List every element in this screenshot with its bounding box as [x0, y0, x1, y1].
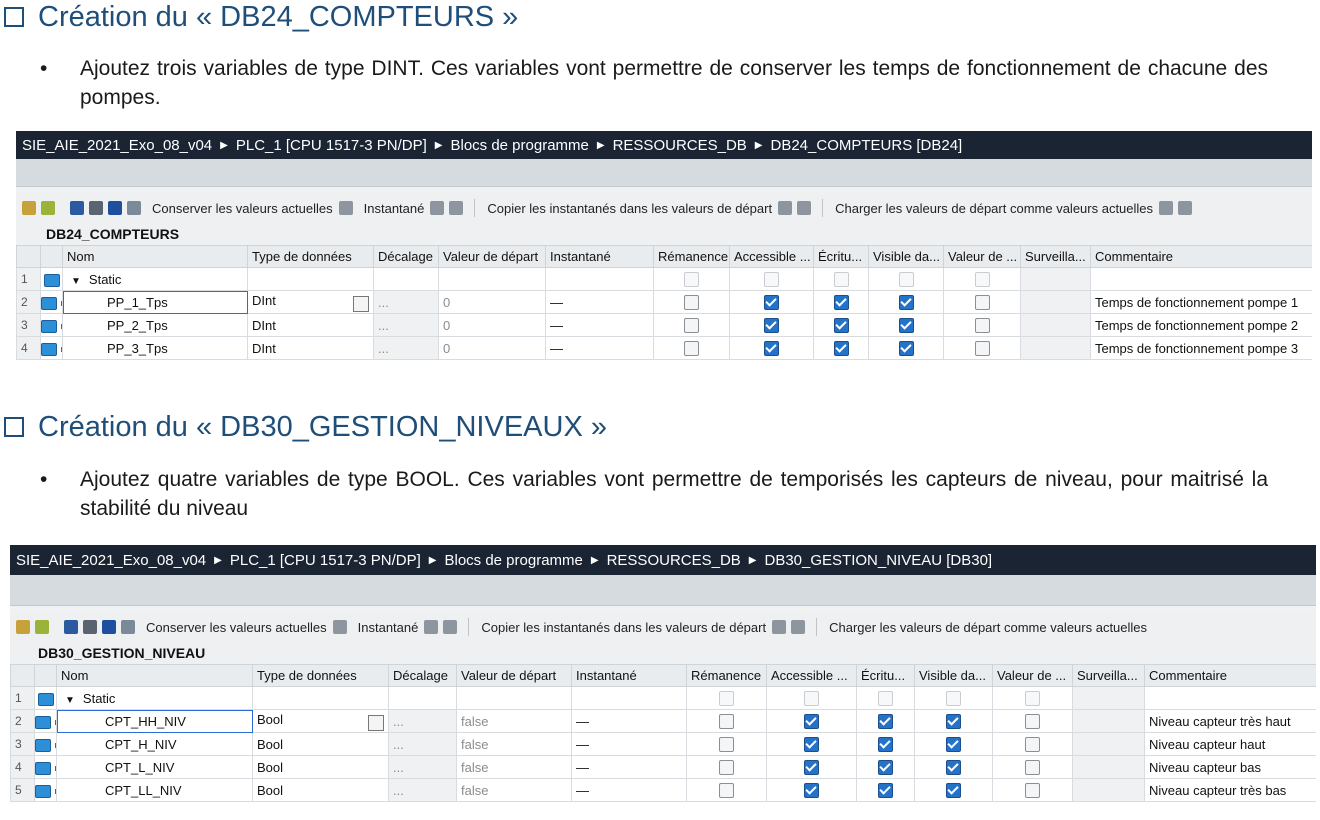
table-row-static[interactable]	[11, 687, 1317, 710]
variable-icon	[41, 314, 63, 337]
column-header[interactable]: Commentaire	[1091, 246, 1313, 268]
start-value-cell[interactable]: false	[457, 779, 572, 802]
accessible-checkbox[interactable]	[804, 714, 819, 729]
snapshot-button[interactable]: Instantané	[357, 619, 419, 635]
name-cell[interactable]: CPT_HH_NIV	[57, 710, 253, 733]
offset-cell: ...	[374, 337, 439, 360]
copy-snapshots-button[interactable]: Copier les instantanés dans les valeurs de départ	[481, 619, 767, 635]
breadcrumb-item[interactable]: Blocs de programme	[444, 551, 583, 569]
comment-cell[interactable]: Temps de fonctionnement pompe 2	[1091, 314, 1313, 337]
comment-cell[interactable]: Temps de fonctionnement pompe 3	[1091, 337, 1313, 360]
column-header[interactable]: Visible da...	[869, 246, 944, 268]
type-cell[interactable]: Bool	[253, 756, 389, 779]
variable-icon	[35, 756, 57, 779]
column-header[interactable]: Surveilla...	[1073, 665, 1145, 687]
snapshot-cell: —	[572, 733, 687, 756]
row-number: 2	[17, 291, 41, 314]
accessible-checkbox[interactable]	[764, 341, 779, 356]
type-cell[interactable]: Bool	[253, 733, 389, 756]
visible-checkbox[interactable]	[946, 737, 961, 752]
arrow-right-icon: ▶	[434, 139, 443, 151]
writable-checkbox[interactable]	[834, 295, 849, 310]
breadcrumb-item[interactable]: RESSOURCES_DB	[612, 136, 747, 154]
add-row-icon[interactable]	[35, 620, 49, 634]
type-cell[interactable]: Bool	[253, 710, 389, 733]
checkbox-square-icon	[4, 417, 24, 437]
row-number: 3	[17, 314, 41, 337]
row-number: 4	[11, 756, 35, 779]
header-rownum	[11, 665, 35, 687]
table-row[interactable]	[17, 337, 1313, 360]
breadcrumb	[10, 545, 1316, 575]
copy-start-all-icon[interactable]	[791, 620, 805, 634]
breadcrumb-item[interactable]: Blocs de programme	[450, 136, 589, 154]
setpoint-checkbox[interactable]	[975, 341, 990, 356]
bullet-text: Ajoutez trois variables de type DINT. Ces variables vont permettre de conserver les temps de fonctionnement de chacune des pompes.	[80, 57, 1268, 109]
supervision-cell	[1073, 733, 1145, 756]
table-header	[17, 246, 1313, 268]
supervision-cell	[1073, 779, 1145, 802]
column-header[interactable]: Accessible ...	[730, 246, 814, 268]
offset-cell: ...	[389, 756, 457, 779]
section-title-db24	[4, 0, 518, 34]
copy-start-icon[interactable]	[778, 201, 792, 215]
visible-checkbox[interactable]	[946, 783, 961, 798]
variable-icon	[41, 268, 63, 291]
supervision-cell	[1021, 291, 1091, 314]
visible-checkbox[interactable]	[899, 341, 914, 356]
setpoint-checkbox[interactable]	[1025, 714, 1040, 729]
header-icon	[41, 246, 63, 268]
header-icon	[35, 665, 57, 687]
visible-checkbox[interactable]	[899, 295, 914, 310]
row-number: 2	[11, 710, 35, 733]
snapshot-cell: —	[572, 756, 687, 779]
type-cell[interactable]: DInt	[248, 314, 374, 337]
keep-values-button[interactable]: Conserver les valeurs actuelles	[146, 619, 327, 635]
keep-values-button[interactable]: Conserver les valeurs actuelles	[152, 200, 333, 216]
writable-checkbox	[834, 272, 849, 287]
bullet-text: Ajoutez quatre variables de type BOOL. Ces variables vont permettre de temporisés les capteurs de niveau, pour maitrisé la stabilité du niveau	[80, 468, 1268, 520]
column-header[interactable]: Valeur de départ	[439, 246, 546, 268]
retain-checkbox[interactable]	[719, 714, 734, 729]
column-header[interactable]: Nom	[57, 665, 253, 687]
name-cell[interactable]: CPT_H_NIV	[57, 733, 253, 756]
retain-checkbox[interactable]	[719, 737, 734, 752]
start-value-cell[interactable]: false	[457, 710, 572, 733]
setpoint-checkbox	[975, 272, 990, 287]
db-toolbar	[16, 193, 1312, 223]
offset-cell: ...	[389, 779, 457, 802]
table-header	[11, 665, 1317, 687]
supervision-cell	[1021, 314, 1091, 337]
checkbox-square-icon	[4, 7, 24, 27]
column-header[interactable]: Nom	[63, 246, 248, 268]
row-number: 5	[11, 779, 35, 802]
writable-checkbox[interactable]	[834, 318, 849, 333]
db-name: DB24_COMPTEURS	[16, 223, 1312, 245]
column-header[interactable]: Commentaire	[1145, 665, 1317, 687]
arrow-right-icon: ▶	[754, 139, 763, 151]
variable-icon	[35, 779, 57, 802]
breadcrumb-item[interactable]: PLC_1 [CPU 1517-3 PN/DP]	[235, 136, 427, 154]
row-number: 3	[11, 733, 35, 756]
snapshot-cell: —	[572, 779, 687, 802]
db-name: DB30_GESTION_NIVEAU	[10, 642, 1316, 664]
arrow-right-icon: ▶	[428, 554, 437, 566]
row-number: 1	[11, 687, 35, 710]
db-toolbar	[10, 612, 1316, 642]
supervision-cell	[1073, 710, 1145, 733]
writable-checkbox[interactable]	[878, 737, 893, 752]
variable-table	[16, 245, 1312, 360]
column-header[interactable]: Instantané	[572, 665, 687, 687]
breadcrumb-item[interactable]: SIE_AIE_2021_Exo_08_v04	[22, 136, 213, 154]
offset-cell: ...	[374, 291, 439, 314]
snapshot-cell: —	[572, 710, 687, 733]
name-cell[interactable]: ▼ Static	[57, 687, 253, 710]
accessible-checkbox[interactable]	[764, 295, 779, 310]
bullet-dot: •	[40, 57, 48, 80]
breadcrumb-item[interactable]: RESSOURCES_DB	[606, 551, 741, 569]
type-cell[interactable]: Bool	[253, 779, 389, 802]
name-cell[interactable]: PP_3_Tps	[63, 337, 248, 360]
copy-start-icon[interactable]	[772, 620, 786, 634]
offset-cell: ...	[389, 710, 457, 733]
column-header[interactable]: Visible da...	[915, 665, 993, 687]
row-number: 1	[17, 268, 41, 291]
column-header[interactable]: Valeur de départ	[457, 665, 572, 687]
add-row-icon[interactable]	[41, 201, 55, 215]
variable-icon	[35, 687, 57, 710]
load-all-icon[interactable]	[1178, 201, 1192, 215]
expand-icon[interactable]	[70, 201, 84, 215]
copy-icon[interactable]	[430, 201, 444, 215]
copy-start-all-icon[interactable]	[797, 201, 811, 215]
variable-icon	[41, 291, 63, 314]
offset-cell: ...	[389, 733, 457, 756]
name-cell[interactable]: ▼ Static	[63, 268, 248, 291]
arrow-right-icon: ▶	[590, 554, 599, 566]
variable-icon	[35, 710, 57, 733]
type-cell[interactable]: DInt	[248, 291, 374, 314]
accessible-checkbox[interactable]	[804, 783, 819, 798]
type-cell[interactable]: DInt	[248, 337, 374, 360]
column-header[interactable]: Type de données	[253, 665, 389, 687]
db24-editor	[16, 131, 1312, 364]
breadcrumb-item[interactable]: DB30_GESTION_NIVEAU [DB30]	[764, 551, 993, 569]
column-header[interactable]: Rémanence	[687, 665, 767, 687]
list-icon[interactable]	[108, 201, 122, 215]
column-header[interactable]: Écritu...	[814, 246, 869, 268]
table-row-static[interactable]	[17, 268, 1313, 291]
insert-row-icon[interactable]	[16, 620, 30, 634]
bullet-db24	[40, 54, 1268, 112]
copy-snapshots-button[interactable]: Copier les instantanés dans les valeurs de départ	[487, 200, 773, 216]
toolbar-separator	[474, 199, 475, 217]
insert-row-icon[interactable]	[22, 201, 36, 215]
setpoint-checkbox[interactable]	[975, 295, 990, 310]
start-value-cell[interactable]: false	[457, 756, 572, 779]
comment-cell[interactable]: Niveau capteur très bas	[1145, 779, 1317, 802]
bullet-db30	[40, 465, 1268, 523]
writable-checkbox[interactable]	[878, 760, 893, 775]
section-title-text: Création du « DB30_GESTION_NIVEAUX »	[38, 410, 607, 443]
expand-icon[interactable]	[64, 620, 78, 634]
toolbar-blank-area	[16, 159, 1312, 187]
visible-checkbox[interactable]	[946, 714, 961, 729]
retain-checkbox[interactable]	[684, 318, 699, 333]
comment-cell[interactable]: Niveau capteur bas	[1145, 756, 1317, 779]
accessible-checkbox[interactable]	[804, 760, 819, 775]
breadcrumb	[16, 131, 1312, 159]
retain-checkbox	[719, 691, 734, 706]
toolbar-separator	[468, 618, 469, 636]
supervision-cell	[1073, 756, 1145, 779]
column-header[interactable]: Valeur de ...	[944, 246, 1021, 268]
comment-cell[interactable]: Niveau capteur très haut	[1145, 710, 1317, 733]
accessible-checkbox	[804, 691, 819, 706]
visible-checkbox[interactable]	[899, 318, 914, 333]
table-row[interactable]	[11, 733, 1317, 756]
accessible-checkbox[interactable]	[804, 737, 819, 752]
column-header[interactable]: Écritu...	[857, 665, 915, 687]
snapshot-cell: —	[546, 291, 654, 314]
accessible-checkbox[interactable]	[764, 318, 779, 333]
toolbar-blank-area	[10, 575, 1316, 606]
type-picker-button[interactable]	[368, 715, 384, 731]
collapse-icon[interactable]	[83, 620, 97, 634]
start-value-cell[interactable]: 0	[439, 291, 546, 314]
arrow-right-icon: ▶	[220, 139, 228, 151]
table-row[interactable]	[11, 779, 1317, 802]
header-rownum	[17, 246, 41, 268]
toolbar-separator	[816, 618, 817, 636]
setpoint-checkbox	[1025, 691, 1040, 706]
visible-checkbox	[899, 272, 914, 287]
copy-all-icon[interactable]	[449, 201, 463, 215]
column-header[interactable]: Décalage	[374, 246, 439, 268]
column-header[interactable]: Décalage	[389, 665, 457, 687]
writable-checkbox	[878, 691, 893, 706]
setpoint-checkbox[interactable]	[975, 318, 990, 333]
column-header[interactable]: Surveilla...	[1021, 246, 1091, 268]
snapshot-cell: —	[546, 337, 654, 360]
name-cell[interactable]: CPT_LL_NIV	[57, 779, 253, 802]
table-row[interactable]	[11, 710, 1317, 733]
start-value-cell[interactable]: 0	[439, 337, 546, 360]
retain-checkbox[interactable]	[719, 760, 734, 775]
load-icon[interactable]	[1159, 201, 1173, 215]
variable-icon	[35, 733, 57, 756]
toolbar-separator	[822, 199, 823, 217]
variable-icon	[41, 337, 63, 360]
row-number: 4	[17, 337, 41, 360]
comment-cell[interactable]: Temps de fonctionnement pompe 1	[1091, 291, 1313, 314]
load-start-values-button[interactable]: Charger les valeurs de départ comme valeurs actuelles	[835, 200, 1154, 216]
copy-icon[interactable]	[424, 620, 438, 634]
start-value-cell[interactable]: 0	[439, 314, 546, 337]
retain-checkbox[interactable]	[684, 295, 699, 310]
arrow-right-icon: ▶	[214, 554, 222, 566]
list-icon[interactable]	[102, 620, 116, 634]
column-header[interactable]: Rémanence	[654, 246, 730, 268]
writable-checkbox[interactable]	[878, 783, 893, 798]
setpoint-checkbox[interactable]	[1025, 783, 1040, 798]
supervision-cell	[1021, 337, 1091, 360]
breadcrumb-item[interactable]: PLC_1 [CPU 1517-3 PN/DP]	[229, 551, 421, 569]
writable-checkbox[interactable]	[834, 341, 849, 356]
comment-cell[interactable]: Niveau capteur haut	[1145, 733, 1317, 756]
setpoint-checkbox[interactable]	[1025, 737, 1040, 752]
name-cell[interactable]: PP_2_Tps	[63, 314, 248, 337]
column-header[interactable]: Accessible ...	[767, 665, 857, 687]
snapshot-icon[interactable]	[339, 201, 353, 215]
arrow-right-icon: ▶	[748, 554, 757, 566]
snapshot-button[interactable]: Instantané	[363, 200, 425, 216]
table-row[interactable]	[11, 756, 1317, 779]
table-row[interactable]	[17, 314, 1313, 337]
table-row[interactable]	[17, 291, 1313, 314]
monitor-icon[interactable]	[127, 201, 141, 215]
variable-table	[10, 664, 1316, 802]
breadcrumb-item[interactable]: SIE_AIE_2021_Exo_08_v04	[16, 551, 207, 569]
start-value-cell[interactable]: false	[457, 733, 572, 756]
snapshot-icon[interactable]	[333, 620, 347, 634]
monitor-icon[interactable]	[121, 620, 135, 634]
section-title-text: Création du « DB24_COMPTEURS »	[38, 0, 519, 33]
copy-all-icon[interactable]	[443, 620, 457, 634]
arrow-right-icon: ▶	[596, 139, 605, 151]
visible-checkbox[interactable]	[946, 760, 961, 775]
section-title-db30	[4, 410, 607, 444]
name-cell[interactable]: CPT_L_NIV	[57, 756, 253, 779]
offset-cell: ...	[374, 314, 439, 337]
snapshot-cell: —	[546, 314, 654, 337]
type-picker-button[interactable]	[353, 296, 369, 312]
column-header[interactable]: Type de données	[248, 246, 374, 268]
expand-triangle-icon[interactable]: ▼	[71, 275, 81, 287]
retain-checkbox[interactable]	[684, 341, 699, 356]
collapse-icon[interactable]	[89, 201, 103, 215]
retain-checkbox	[684, 272, 699, 287]
expand-triangle-icon[interactable]: ▼	[65, 694, 75, 706]
breadcrumb-item[interactable]: DB24_COMPTEURS [DB24]	[770, 136, 963, 154]
accessible-checkbox	[764, 272, 779, 287]
load-start-values-button[interactable]: Charger les valeurs de départ comme valeurs actuelles	[829, 619, 1148, 635]
retain-checkbox[interactable]	[719, 783, 734, 798]
setpoint-checkbox[interactable]	[1025, 760, 1040, 775]
column-header[interactable]: Instantané	[546, 246, 654, 268]
visible-checkbox	[946, 691, 961, 706]
name-cell[interactable]: PP_1_Tps	[63, 291, 248, 314]
column-header[interactable]: Valeur de ...	[993, 665, 1073, 687]
db30-editor	[10, 545, 1316, 815]
writable-checkbox[interactable]	[878, 714, 893, 729]
bullet-dot: •	[40, 468, 48, 491]
